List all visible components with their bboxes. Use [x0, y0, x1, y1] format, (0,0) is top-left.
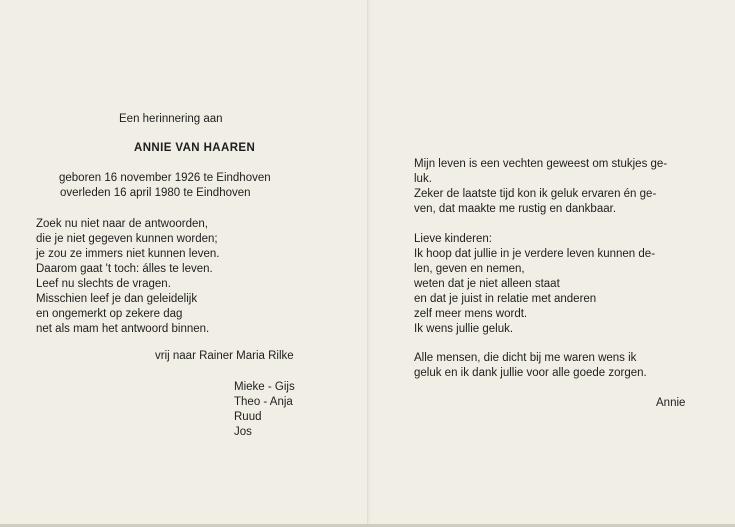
- intro-text: Een herinnering aan: [119, 113, 223, 125]
- poem-line: Leef nu slechts de vragen.: [36, 278, 171, 290]
- family-name: Mieke - Gijs: [234, 381, 295, 393]
- message-line: Lieve kinderen:: [414, 233, 492, 245]
- family-name: Jos: [234, 426, 252, 438]
- message-line: len, geven en nemen,: [414, 263, 525, 275]
- poem-line: Misschien leef je dan geleidelijk: [36, 293, 198, 305]
- message-paragraph-1: [414, 157, 667, 217]
- poem-line: Daarom gaat 't toch: álles te leven.: [36, 263, 213, 275]
- message-line: Ik hoop dat jullie in je verdere leven kunnen de-: [414, 248, 656, 260]
- death-line: overleden 16 april 1980 te Eindhoven: [60, 187, 251, 199]
- poem-attribution: vrij naar Rainer Maria Rilke: [155, 350, 294, 362]
- message-line: luk.: [414, 173, 432, 185]
- message-line: Zeker de laatste tijd kon ik geluk ervaren én ge-: [414, 188, 657, 200]
- message-line: weten dat je niet alleen staat: [414, 278, 560, 290]
- poem-line: je zou ze immers niet kunnen leven.: [36, 248, 220, 260]
- birth-line: geboren 16 november 1926 te Eindhoven: [59, 172, 271, 184]
- message-line: en dat je juist in relatie met anderen: [414, 293, 597, 305]
- poem-line: Zoek nu niet naar de antwoorden,: [36, 218, 208, 230]
- message-line: Alle mensen, die dicht bij me waren wens ik: [414, 352, 637, 364]
- message-line: Ik wens jullie geluk.: [414, 323, 514, 335]
- family-name: Theo - Anja: [234, 396, 293, 408]
- deceased-name: ANNIE VAN HAAREN: [134, 142, 256, 154]
- family-name: Ruud: [234, 411, 262, 423]
- poem: [36, 217, 219, 337]
- message-line: Mijn leven is een vechten geweest om stukjes ge-: [414, 158, 668, 170]
- signature: Annie: [656, 397, 686, 409]
- fold-shadow: [368, 0, 371, 527]
- message-line: ven, dat maakte me rustig en dankbaar.: [414, 203, 617, 215]
- poem-line: en ongemerkt op zekere dag: [36, 308, 183, 320]
- poem-line: net als mam het antwoord binnen.: [36, 323, 210, 335]
- message-paragraph-3: [414, 351, 647, 381]
- poem-line: die je niet gegeven kunnen worden;: [36, 233, 218, 245]
- message-line: zelf meer mens wordt.: [414, 308, 528, 320]
- family-names: [234, 380, 295, 440]
- message-line: geluk en ik dank jullie voor alle goede zorgen.: [414, 367, 647, 379]
- message-paragraph-2: [414, 232, 655, 337]
